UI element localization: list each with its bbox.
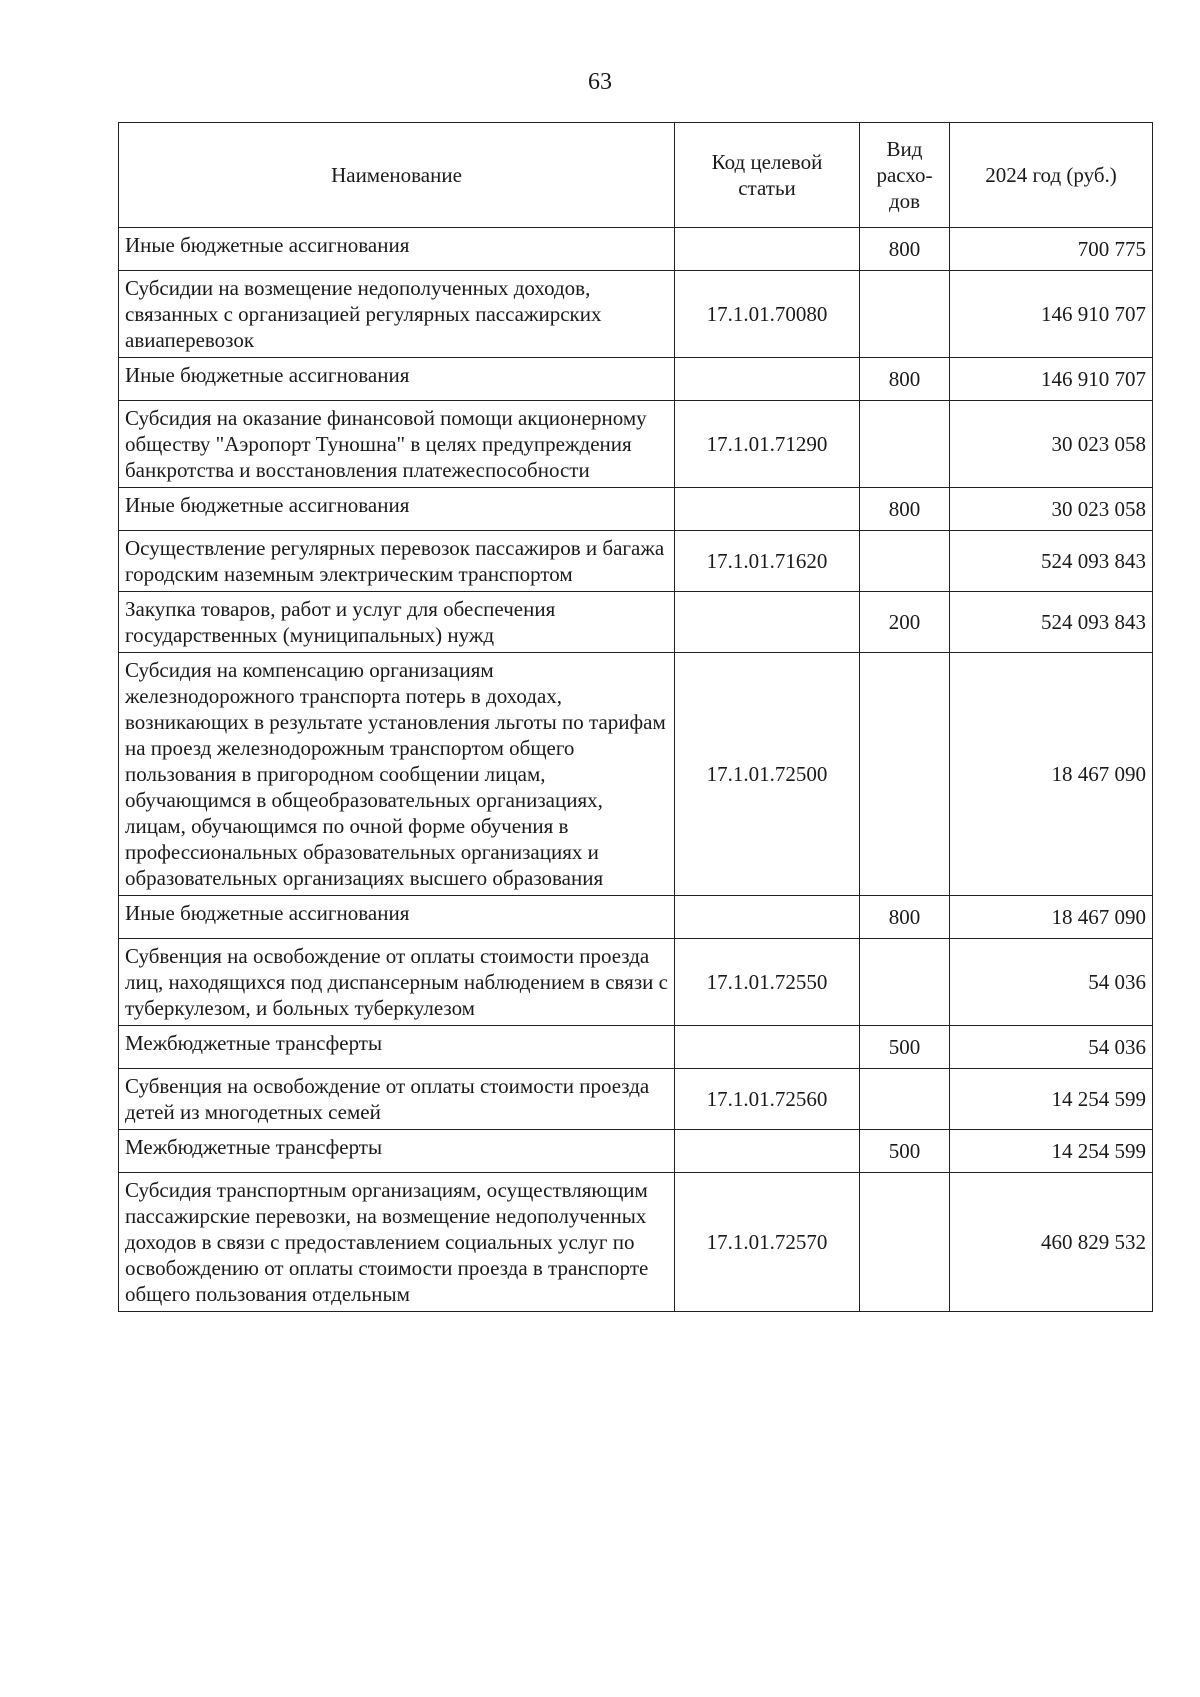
expense-type-cell [860,1173,950,1312]
expense-type-cell: 500 [860,1130,950,1173]
expense-type-cell: 800 [860,358,950,401]
code-cell [675,1130,860,1173]
name-cell: Иные бюджетные ассигнования [119,228,675,271]
table-row [119,896,1153,939]
expense-type-cell: 800 [860,896,950,939]
budget-table [118,122,1153,1312]
code-cell: 17.1.01.71290 [675,401,860,488]
code-cell: 17.1.01.72560 [675,1069,860,1130]
amount-cell: 146 910 707 [950,358,1153,401]
table-row [119,401,1153,488]
code-cell [675,228,860,271]
code-cell [675,896,860,939]
table-row [119,1130,1153,1173]
expense-type-cell [860,401,950,488]
code-cell [675,1026,860,1069]
header-expense-type: Вид расхо-дов [860,123,950,228]
expense-type-cell [860,531,950,592]
code-cell: 17.1.01.72550 [675,939,860,1026]
amount-cell: 18 467 090 [950,653,1153,896]
page-number: 63 [588,69,612,95]
expense-type-cell [860,653,950,896]
code-cell [675,358,860,401]
name-cell: Межбюджетные трансферты [119,1130,675,1173]
expense-type-cell: 800 [860,228,950,271]
table-row [119,592,1153,653]
table-header-row [119,123,1153,228]
name-cell: Субвенция на освобождение от оплаты стоимости проезда лиц, находящихся под диспансерным наблюдением в связи с туберкулезом, и больных туберкулезом [119,939,675,1026]
name-cell: Субвенция на освобождение от оплаты стоимости проезда детей из многодетных семей [119,1069,675,1130]
code-cell: 17.1.01.72500 [675,653,860,896]
amount-cell: 30 023 058 [950,488,1153,531]
header-code: Код целевой статьи [675,123,860,228]
amount-cell: 14 254 599 [950,1130,1153,1173]
name-cell: Осуществление регулярных перевозок пассажиров и багажа городским наземным электрическим транспортом [119,531,675,592]
name-cell: Иные бюджетные ассигнования [119,896,675,939]
name-cell: Субсидии на возмещение недополученных доходов, связанных с организацией регулярных пассажирских авиаперевозок [119,271,675,358]
header-name: Наименование [119,123,675,228]
table-row [119,939,1153,1026]
name-cell: Субсидия на оказание финансовой помощи акционерному обществу "Аэропорт Туношна" в целях предупреждения банкротства и восстановления платежеспособности [119,401,675,488]
name-cell: Иные бюджетные ассигнования [119,488,675,531]
amount-cell: 18 467 090 [950,896,1153,939]
table-row [119,1026,1153,1069]
code-cell: 17.1.01.71620 [675,531,860,592]
table-row [119,358,1153,401]
name-cell: Субсидия транспортным организациям, осуществляющим пассажирские перевозки, на возмещение недополученных доходов в связи с предоставлением социальных услуг по освобождению от оплаты стоимости проезда в транспорте общего пользования отдельным [119,1173,675,1312]
name-cell: Субсидия на компенсацию организациям железнодорожного транспорта потерь в доходах, возникающих в результате установления льготы по тарифам на проезд железнодорожным транспортом общего пользования в пригородном сообщении лицам, обучающимся в общеобразовательных организациях, лицам, обучающимся по очной форме обучения в профессиональных образовательных организациях и образовательных организациях высшего образования [119,653,675,896]
table-row [119,228,1153,271]
table-row [119,653,1153,896]
table-row [119,531,1153,592]
code-cell [675,488,860,531]
table-row [119,271,1153,358]
amount-cell: 54 036 [950,939,1153,1026]
header-amount-2024: 2024 год (руб.) [950,123,1153,228]
amount-cell: 54 036 [950,1026,1153,1069]
expense-type-cell [860,1069,950,1130]
expense-type-cell: 500 [860,1026,950,1069]
expense-type-cell [860,271,950,358]
name-cell: Закупка товаров, работ и услуг для обеспечения государственных (муниципальных) нужд [119,592,675,653]
expense-type-cell: 800 [860,488,950,531]
code-cell: 17.1.01.70080 [675,271,860,358]
expense-type-cell [860,939,950,1026]
amount-cell: 700 775 [950,228,1153,271]
amount-cell: 146 910 707 [950,271,1153,358]
name-cell: Иные бюджетные ассигнования [119,358,675,401]
expense-type-cell: 200 [860,592,950,653]
amount-cell: 14 254 599 [950,1069,1153,1130]
amount-cell: 30 023 058 [950,401,1153,488]
table-body [119,228,1153,1312]
table-row [119,1069,1153,1130]
amount-cell: 460 829 532 [950,1173,1153,1312]
code-cell [675,592,860,653]
table-row [119,488,1153,531]
code-cell: 17.1.01.72570 [675,1173,860,1312]
name-cell: Межбюджетные трансферты [119,1026,675,1069]
amount-cell: 524 093 843 [950,531,1153,592]
amount-cell: 524 093 843 [950,592,1153,653]
table-row [119,1173,1153,1312]
